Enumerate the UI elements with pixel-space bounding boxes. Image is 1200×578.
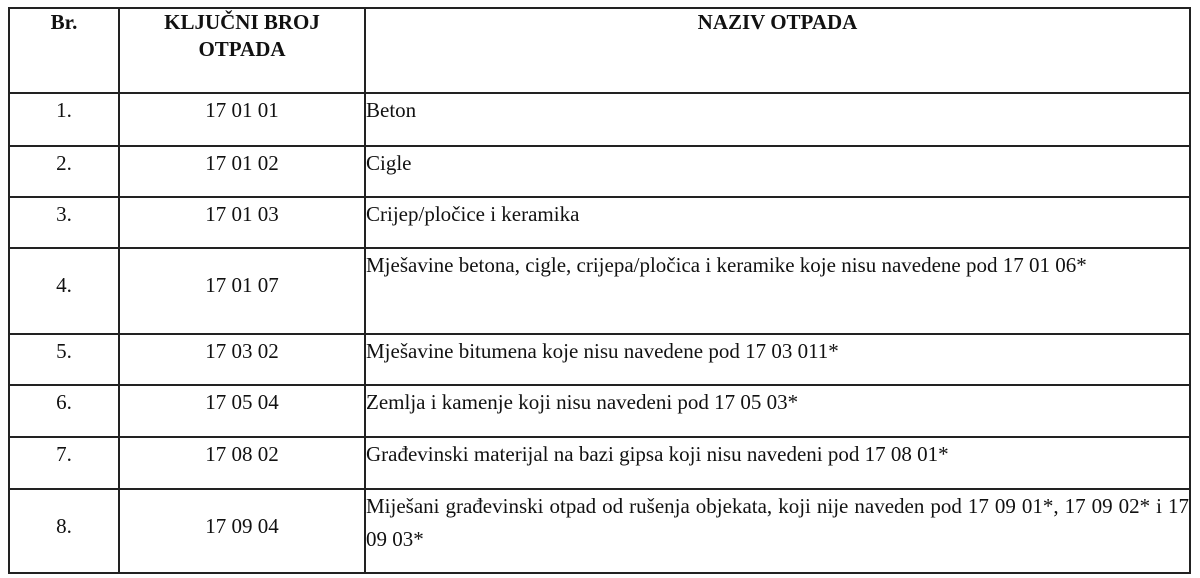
header-br: Br. (9, 8, 119, 93)
table-row (9, 93, 1190, 146)
waste-code: 17 01 02 (119, 146, 365, 197)
waste-code: 17 05 04 (119, 385, 365, 437)
header-name: NAZIV OTPADA (365, 8, 1190, 93)
waste-name: Beton (365, 93, 1190, 146)
table-row (9, 334, 1190, 385)
row-number: 5. (9, 334, 119, 385)
row-number: 1. (9, 93, 119, 146)
waste-code: 17 01 01 (119, 93, 365, 146)
waste-name: Mješavine betona, cigle, crijepa/pločica i keramike koje nisu navedene pod 17 01 06* (365, 248, 1190, 334)
waste-name: Mješavine bitumena koje nisu navedene pod 17 03 011* (365, 334, 1190, 385)
waste-code: 17 01 03 (119, 197, 365, 248)
table-row (9, 385, 1190, 437)
table-row (9, 437, 1190, 489)
waste-name: Zemlja i kamenje koji nisu navedeni pod 17 05 03* (365, 385, 1190, 437)
header-code: KLJUČNI BROJ OTPADA (119, 8, 365, 93)
waste-code: 17 01 07 (119, 248, 365, 334)
table-row (9, 248, 1190, 334)
waste-name: Crijep/pločice i keramika (365, 197, 1190, 248)
waste-code: 17 08 02 (119, 437, 365, 489)
table-row (9, 146, 1190, 197)
table-row (9, 489, 1190, 573)
row-number: 6. (9, 385, 119, 437)
row-number: 4. (9, 248, 119, 334)
waste-table (8, 7, 1191, 574)
table-row (9, 197, 1190, 248)
waste-code: 17 03 02 (119, 334, 365, 385)
waste-name: Cigle (365, 146, 1190, 197)
row-number: 3. (9, 197, 119, 248)
waste-name: Građevinski materijal na bazi gipsa koji nisu navedeni pod 17 08 01* (365, 437, 1190, 489)
row-number: 7. (9, 437, 119, 489)
row-number: 8. (9, 489, 119, 573)
waste-code: 17 09 04 (119, 489, 365, 573)
row-number: 2. (9, 146, 119, 197)
table-header-row (9, 8, 1190, 93)
waste-name: Miješani građevinski otpad od rušenja objekata, koji nije naveden pod 17 09 01*, 17 09 02* i 17 09 03* (365, 489, 1190, 573)
